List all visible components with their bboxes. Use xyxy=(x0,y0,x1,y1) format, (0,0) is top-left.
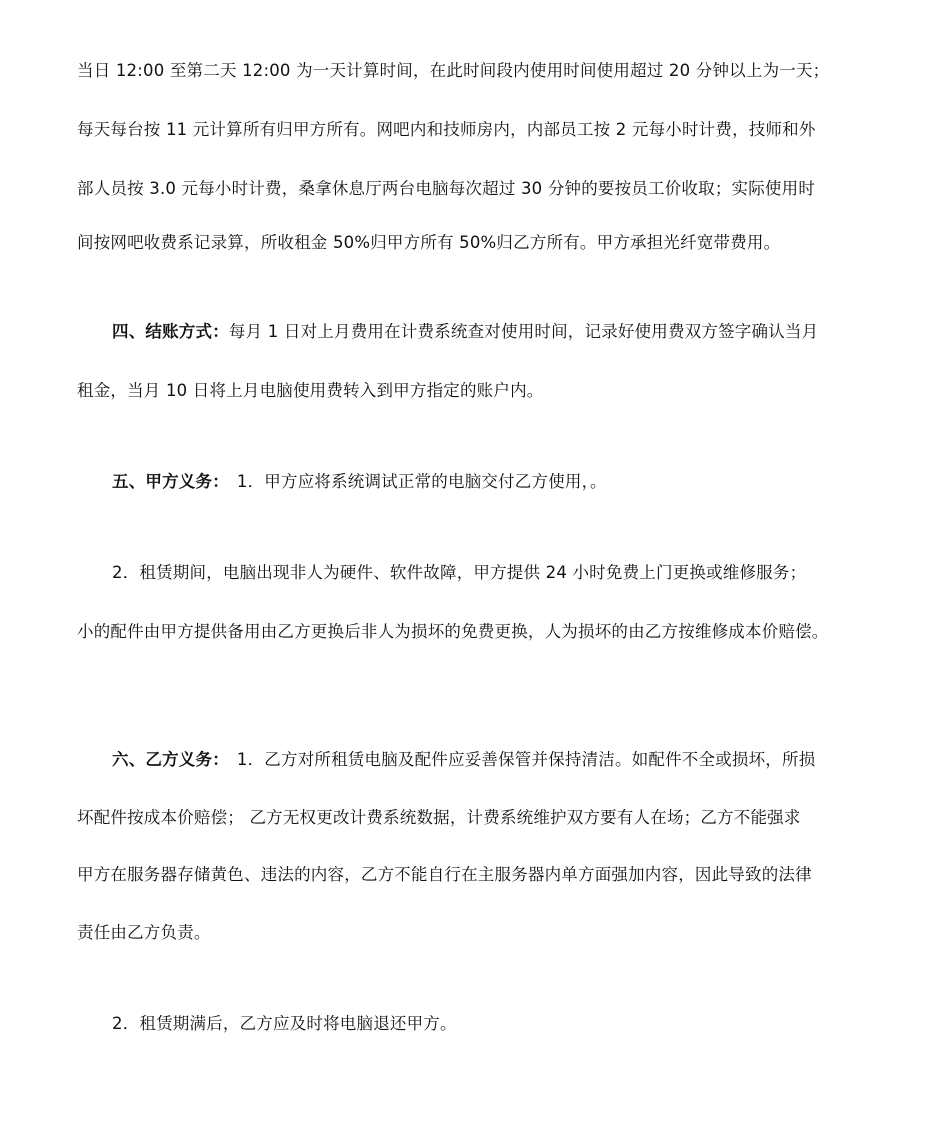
section-5-heading: 五、甲方义务： xyxy=(112,472,229,491)
paragraph-line: 部人员按 3.0 元每小时计费，桑拿休息厅两台电脑每次超过 30 分钟的要按员工价收取；实际使用时 xyxy=(77,179,816,198)
section-5-item-2: 2．租赁期间，电脑出现非人为硬件、软件故障，甲方提供 24 小时免费上门更换或维修服务； xyxy=(112,563,807,582)
section-6-heading: 六、乙方义务： xyxy=(112,750,229,769)
paragraph-line: 当日 12:00 至第二天 12:00 为一天计算时间，在此时间段内使用时间使用超过 20 分钟以上为一天； xyxy=(77,61,830,80)
section-4-heading: 四、结账方式： xyxy=(112,322,229,341)
paragraph-line: 甲方在服务器存储黄色、违法的内容，乙方不能自行在主服务器内单方面强加内容，因此导致的法律 xyxy=(77,865,812,884)
section-4-text: 每月 1 日对上月费用在计费系统查对使用时间，记录好使用费双方签字确认当月 xyxy=(228,322,819,341)
paragraph-line: 租金，当月 10 日将上月电脑使用费转入到甲方指定的账户内。 xyxy=(77,381,544,400)
section-6-item-2: 2．租赁期满后，乙方应及时将电脑退还甲方。 xyxy=(112,1014,457,1033)
paragraph-line: 间按网吧收费系记录算，所收租金 50%归甲方所有 50%归乙方所有。甲方承担光纤宽带费用。 xyxy=(77,233,781,252)
section-4-line xyxy=(112,320,922,344)
section-5-line xyxy=(112,470,922,494)
paragraph-line: 小的配件由甲方提供备用由乙方更换后非人为损坏的免费更换，人为损坏的由乙方按维修成本价赔偿。 xyxy=(77,622,829,641)
paragraph-line: 每天每台按 11 元计算所有归甲方所有。网吧内和技师房内，内部员工按 2 元每小时计费，技师和外 xyxy=(77,120,816,139)
paragraph-line: 责任由乙方负责。 xyxy=(77,923,211,942)
section-6-item-1: 1．乙方对所租赁电脑及配件应妥善保管并保持清洁。如配件不全或损坏，所损 xyxy=(236,750,816,769)
section-6-line xyxy=(112,748,922,772)
section-5-item-1: 1．甲方应将系统调试正常的电脑交付乙方使用，。 xyxy=(236,472,607,491)
paragraph-line: 坏配件按成本价赔偿； 乙方无权更改计费系统数据，计费系统维护双方要有人在场；乙方不能强求 xyxy=(77,808,801,827)
